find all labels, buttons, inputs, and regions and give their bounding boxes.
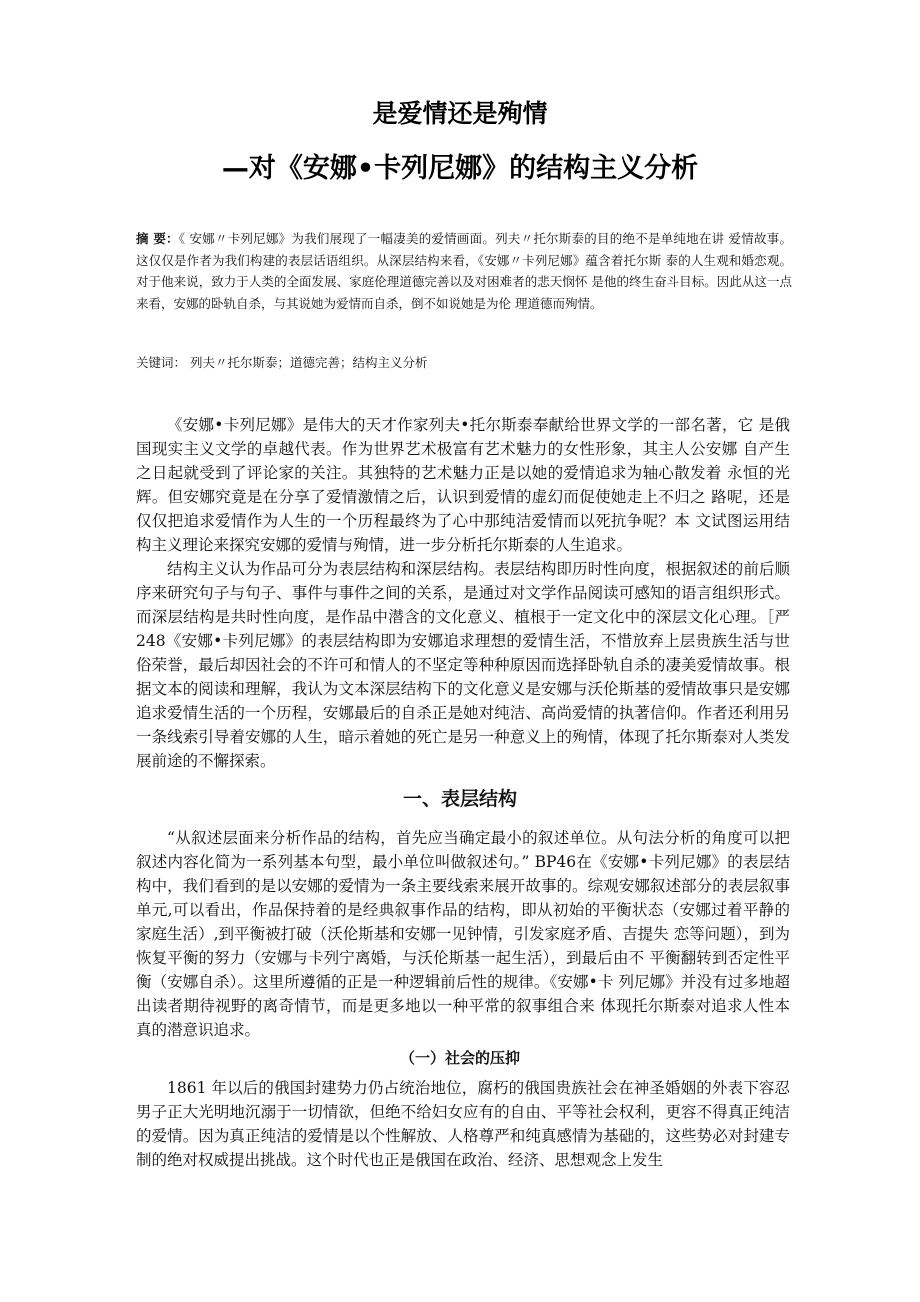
subsection-body: [136, 1076, 790, 1172]
subsection-heading: （一）社会的压抑: [399, 1049, 520, 1067]
section-heading: 一、表层结构: [402, 788, 517, 810]
paragraph: 1861 年以后的俄国封建势力仍占统治地位，腐朽的俄国贵族社会在神圣婚姻的外表下容忍男子正大光明地沉溺于一切情欲，但绝不给妇女应有的自由、平等社会权利，更容不得真正纯洁的爱情。因为真正纯洁的爱情是以个性解放、人格尊严和纯真感情为基础的，这些势必对封建专制的绝对权威提出挑战。这个时代也正是俄国在政治、经济、思想观念上发生: [136, 1079, 790, 1169]
keywords: [136, 352, 792, 373]
keywords-text: 列夫〃托尔斯泰；道德完善；结构主义分析: [186, 355, 428, 370]
section-body: [136, 826, 790, 1042]
page-subtitle: —对《安娜•卡列尼娜》的结构主义分析: [221, 153, 699, 184]
abstract-label: 摘 要：: [136, 231, 179, 246]
intro-section: [136, 413, 790, 773]
abstract-text: 《 安娜〃卡列尼娜》为我们展现了一幅凄美的爱情画面。列夫〃托尔斯泰的目的绝不是单纯地在讲 爱情故事。这仅仅是作者为我们构建的表层话语组织。从深层结构来看，《安娜〃卡列尼娜》蕴含着托尔斯 泰的人生观和婚恋观。对于他来说，致力于人类的全面发展、家庭伦理道德完善以及对困难者的悲天悯怀 是他的终生奋斗目标。因此从这一点来看，安娜的卧轨自杀，与其说她为爱情而自杀，倒不如说她是为伦 理道德而殉情。: [136, 231, 792, 311]
paragraph: 结构主义认为作品可分为表层结构和深层结构。表层结构即历时性向度，根据叙述的前后顺序来研究句子与句子、事件与事件之间的关系，是通过对文学作品阅读可感知的语言组织形式。而深层结构是共时性向度，是作品中潜含的文化意义、植根于一定文化中的深层文化心理。［严248《安娜•卡列尼娜》的表层结构即为安娜追求理想的爱情生活，不惜放弃上层贵族生活与世俗荣誉，最后却因社会的不许可和情人的不坚定等种种原因而选择卧轨自杀的凄美爱情故事。根据文本的阅读和理解，我认为文本深层结构下的文化意义是安娜与沃伦斯基的爱情故事只是安娜追求爱情生活的一个历程，安娜最后的自杀正是她对纯洁、高尚爱情的执著信仰。作者还利用另一条线索引导着安娜的人生，暗示着她的死亡是另一种意义上的殉情，体现了托尔斯泰对人类发展前途的不懈探索。: [136, 560, 790, 770]
paragraph: “从叙述层面来分析作品的结构，首先应当确定最小的叙述单位。从句法分析的角度可以把叙述内容化简为一系列基本句型，最小单位叫做叙述句。” BP46在《安娜•卡列尼娜》的表层结构中，我们看到的是以安娜的爱情为一条主要线索来展开故事的。综观安娜叙述部分的表层叙事单元,可以看出，作品保持着的是经典叙事作品的结构，即从初始的平衡状态（安娜过着平静的家庭生活）,到平衡被打破（沃伦斯基和安娜一见钟情，引发家庭矛盾、吉提失 恋等问题），到为恢复平衡的努力（安娜与卡列宁离婚，与沃伦斯基一起生活），到最后由不 平衡翻转到否定性平衡（安娜自杀）。这里所遵循的正是一种逻辑前后性的规律。《安娜•卡 列尼娜》并没有过多地超出读者期待视野的离奇情节，而是更多地以一种平常的叙事组合来 体现托尔斯泰对追求人性本真的潜意识追求。: [136, 829, 790, 1039]
keywords-label: 关键词：: [136, 355, 187, 370]
paragraph: 《安娜•卡列尼娜》是伟大的天才作家列夫•托尔斯泰奉献给世界文学的一部名著，它 是俄国现实主义文学的卓越代表。作为世界艺术极富有艺术魅力的女性形象，其主人公安娜 自产生之日起就受到了评论家的关注。其独特的艺术魅力正是以她的爱情追求为轴心散发着 永恒的光辉。但安娜究竟是在分享了爱情激情之后，认识到爱情的虚幻而促使她走上不归之 路呢，还是仅仅把追求爱情作为人生的一个历程最终为了心中那纯洁爱情而以死抗争呢？本 文试图运用结构主义理论来探究安娜的爱情与殉情，进一步分析托尔斯泰的人生追求。: [136, 416, 790, 554]
page-title: 是爱情还是殉情: [372, 99, 548, 128]
abstract: [136, 228, 792, 314]
